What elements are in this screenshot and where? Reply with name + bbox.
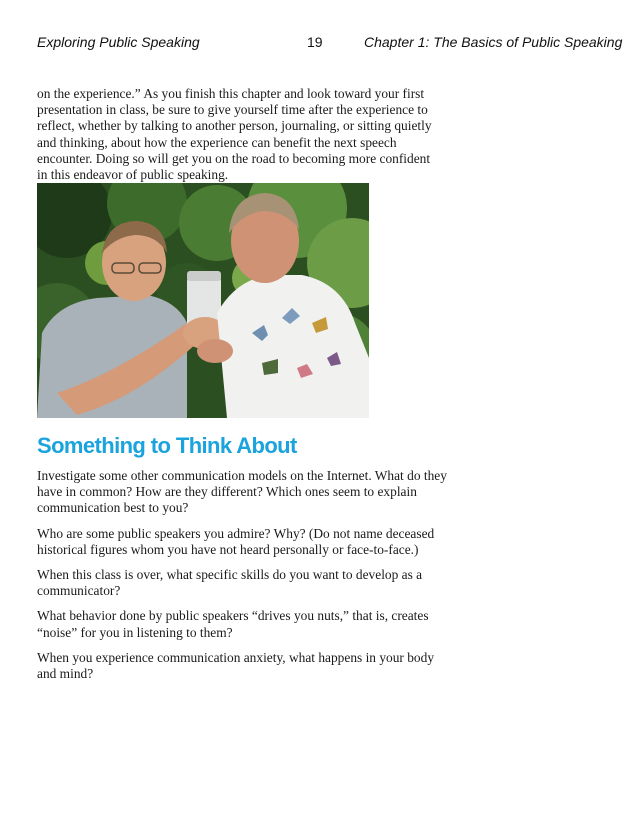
question-item: When this class is over, what specific skills do you want to develop as a communicator? — [37, 567, 423, 599]
question-item: What behavior done by public speakers “drives you nuts,” that is, creates “noise” for you in listening to them? — [37, 608, 429, 640]
question-item: When you experience communication anxiety, what happens in your body and mind? — [37, 649, 435, 682]
question-item: Investigate some other communication models on the Internet. What do they have in common? How are they different? Which ones seem to explain communication best to you? — [37, 468, 447, 516]
page-number: 19 — [307, 34, 323, 50]
question-item: Who are some public speakers you admire? Why? (Do not name deceased historical figures whom you have not heard personally or face-to-face.) — [37, 525, 435, 557]
chapter-title: Chapter 1: The Basics of Public Speaking — [364, 34, 623, 50]
book-title: Exploring Public Speaking — [37, 34, 200, 50]
intro-paragraph: on the experience.” As you finish this chapter and look toward your first presentation in class, be sure to give yourself time after the experience to reflect, whether by talking to another person, journaling, or sitting quietly and thinking, about how the experience can benefit the next speech encounter. Doing so will get you on the road to becoming more confident in this endeavor of public speaking. — [37, 86, 432, 183]
question-list — [37, 468, 447, 691]
running-header — [0, 34, 630, 54]
photo-two-men-examining-jar — [37, 183, 369, 418]
section-heading: Something to Think About — [37, 433, 297, 458]
